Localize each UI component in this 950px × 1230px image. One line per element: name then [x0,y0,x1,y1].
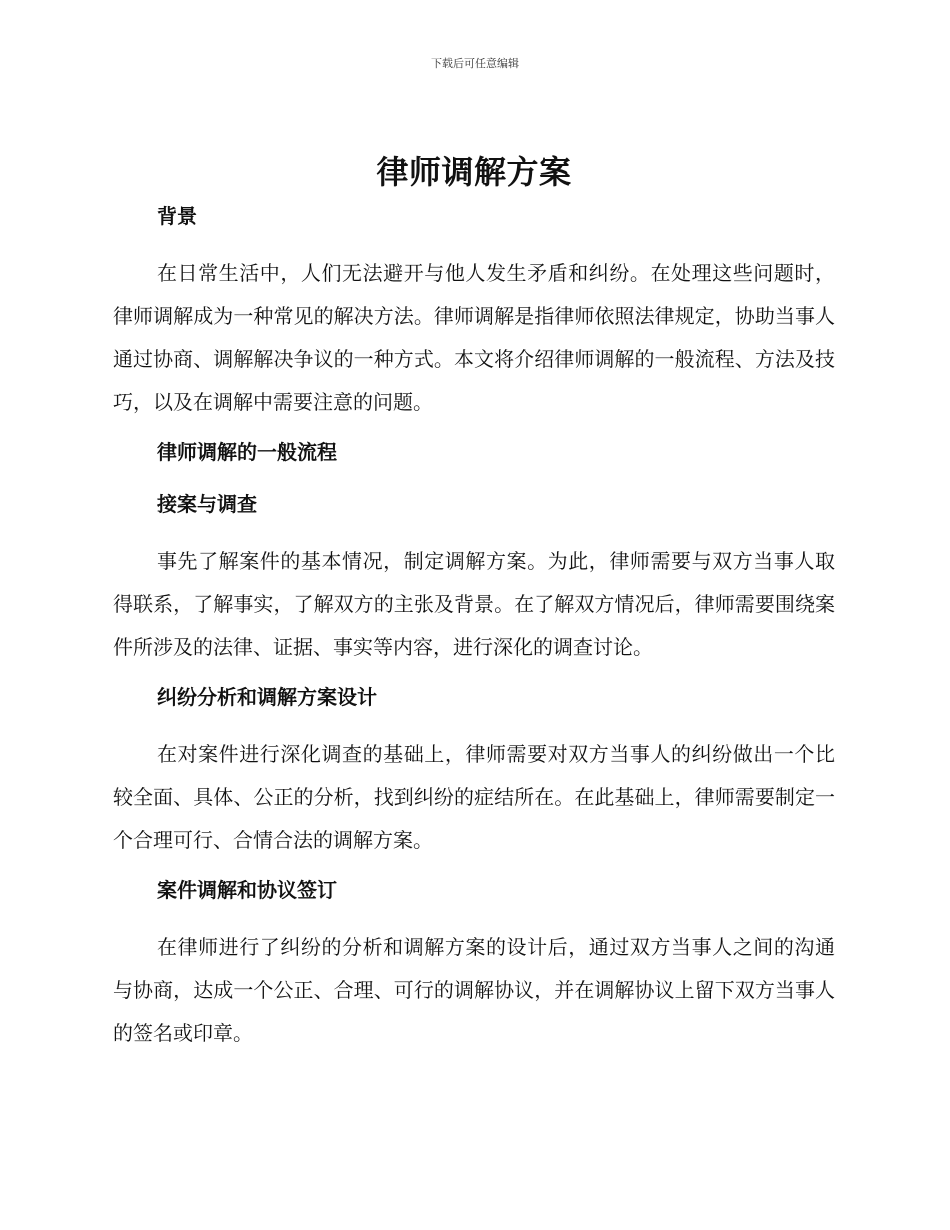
section-heading-background: 背景 [157,204,197,228]
section-paragraph-background: 在日常生活中，人们无法避开与他人发生矛盾和纠纷。在处理这些问题时，律师调解成为一种常见的解决方法。律师调解是指律师依照法律规定，协助当事人通过协商、调解解决争议的一种方式。本文将介绍律师调解的一般流程、方法及技巧，以及在调解中需要注意的问题。 [113,261,835,414]
header-note: 下载后可任意编辑 [431,57,519,70]
section-heading-mediation-agreement: 案件调解和协议签订 [157,878,337,902]
section-heading-dispute-analysis: 纠纷分析和调解方案设计 [157,685,377,709]
section-paragraph-dispute-analysis: 在对案件进行深化调查的基础上，律师需要对双方当事人的纠纷做出一个比较全面、具体、公正的分析，找到纠纷的症结所在。在此基础上，律师需要制定一个合理可行、合情合法的调解方案。 [113,742,835,852]
section-paragraph-mediation-agreement: 在律师进行了纠纷的分析和调解方案的设计后，通过双方当事人之间的沟通与协商，达成一个公正、合理、可行的调解协议，并在调解协议上留下双方当事人的签名或印章。 [113,935,835,1045]
section-heading-intake-investigation: 接案与调查 [157,492,257,516]
document-body [113,150,835,1067]
section-paragraph-intake-investigation: 事先了解案件的基本情况，制定调解方案。为此，律师需要与双方当事人取得联系，了解事实，了解双方的主张及背景。在了解双方情况后，律师需要围绕案件所涉及的法律、证据、事实等内容，进行深化的调查讨论。 [113,549,835,659]
document-title: 律师调解方案 [376,153,572,191]
section-heading-general-process: 律师调解的一般流程 [157,440,337,464]
